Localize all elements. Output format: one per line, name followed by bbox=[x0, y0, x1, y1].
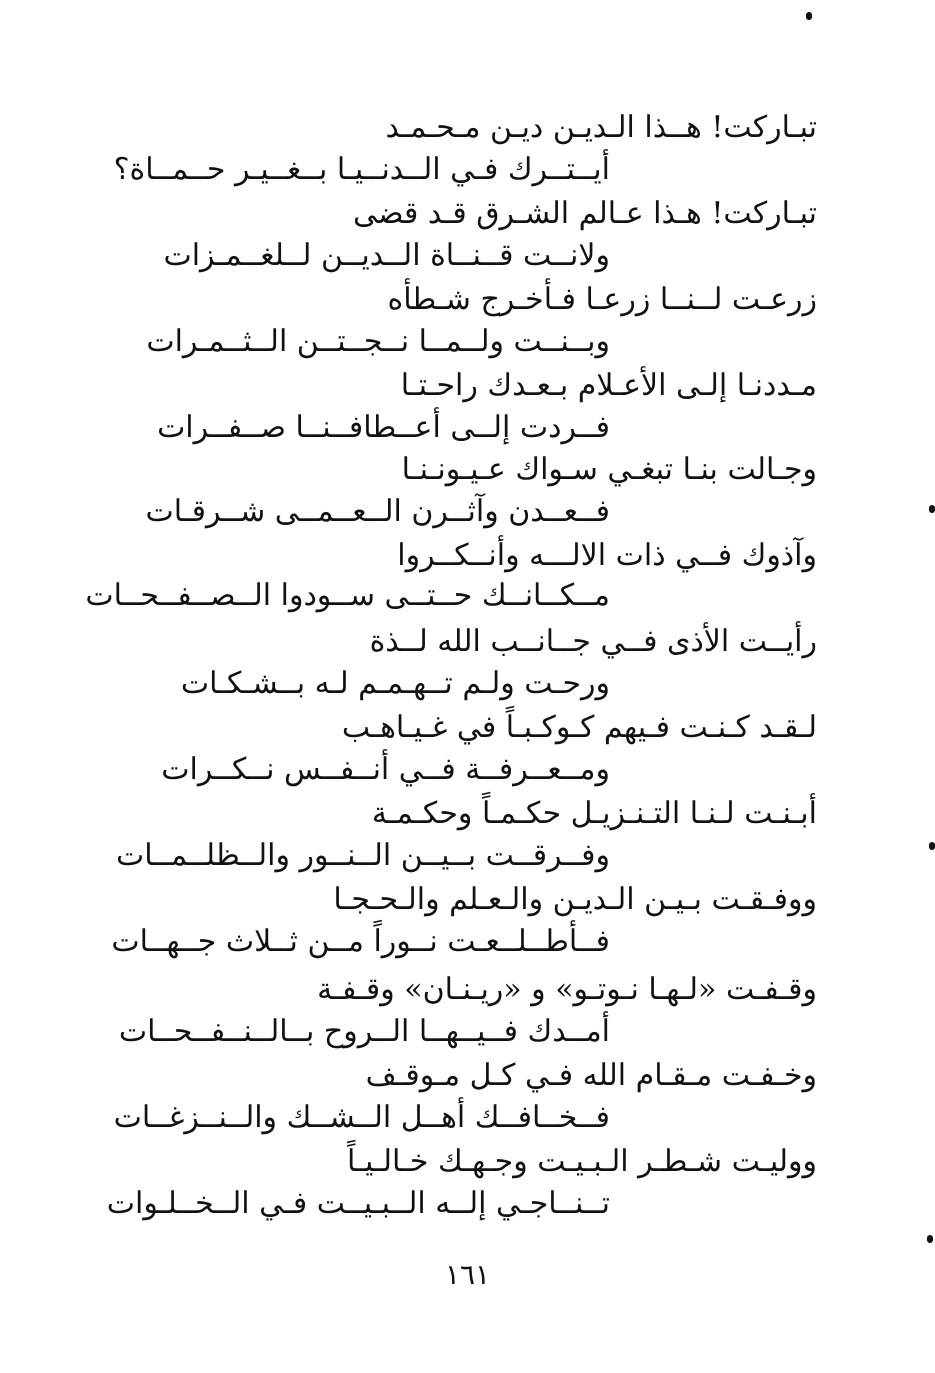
verse-first-hemistich: وخـفـت مـقـام الله فـي كـل مـوقـف bbox=[365, 1058, 817, 1093]
verse-second-hemistich: فــخــافــك أهــل الــشــك والــنــزغــات bbox=[113, 1100, 610, 1135]
verse-second-hemistich: فــردت إلــى أعــطافــنــا صــفــرات bbox=[157, 410, 610, 445]
verse-first-hemistich: زرعـت لــنــا زرعـا فـأخـرج شـطأه bbox=[387, 282, 817, 317]
verse-first-hemistich: ووفـقـت بـيـن الـديـن والـعـلم والـحـجـا bbox=[333, 882, 817, 917]
verse-first-hemistich: تبـاركت! هـذا عـالم الشـرق قـد قضى bbox=[352, 196, 817, 231]
margin-mark bbox=[927, 1235, 933, 1243]
verse-first-hemistich: رأيــت الأذى فــي جــانــب الله لــذة bbox=[369, 624, 817, 659]
verse-first-hemistich: ووليـت شـطـر الـبـيـت وجـهـك خـالـيـاً bbox=[347, 1144, 817, 1179]
verse-second-hemistich: فــأطــلــعـت نــوراً مــن ثــلاث جــهــات bbox=[111, 924, 610, 959]
verse-first-hemistich: مـددنـا إلـى الأعـلام بـعـدك راحـتـا bbox=[400, 368, 817, 403]
margin-mark bbox=[929, 505, 935, 513]
page-number: ١٦١ bbox=[444, 1258, 491, 1291]
verse-second-hemistich: ولانــت قــنــاة الــديــن لــلغــمـزات bbox=[163, 238, 610, 273]
verse-second-hemistich: أمــدك فــيــهــا الــروح بــالــنــفــحــات bbox=[118, 1014, 610, 1049]
verse-first-hemistich: وجـالت بنـا تبغـي سـواك عـيـونـنـا bbox=[401, 452, 817, 487]
verse-second-hemistich: ومــعــرفــة فــي أنــفــس نــكــرات bbox=[161, 752, 610, 787]
top-mark bbox=[806, 12, 812, 20]
verse-second-hemistich: أيــتــرك فـي الــدنــيـا بــغــيـر حــمــاة؟ bbox=[113, 152, 610, 187]
verse-first-hemistich: وآذوك فــي ذات الالـــه وأنــكــروا bbox=[397, 538, 817, 573]
verse-first-hemistich: تبـاركت! هــذا الـديـن ديـن مـحـمـد bbox=[385, 110, 817, 145]
verse-first-hemistich: لـقـد كـنـت فـيهم كـوكـبـاً في غـيـاهـب bbox=[341, 710, 817, 745]
verse-second-hemistich: وفــرقــت بــيــن الــنــور والــظلــمــات bbox=[116, 838, 610, 873]
verse-second-hemistich: وبــنــت ولــمــا نــجــتــن الــثــمـرات bbox=[146, 324, 610, 359]
margin-mark bbox=[929, 842, 935, 850]
verse-second-hemistich: ورحـت ولـم تــهـمـم لـه بــشـكـات bbox=[180, 666, 610, 701]
verse-second-hemistich: مــكــانــك حــتــى ســودوا الــصــفــحــات bbox=[85, 578, 610, 613]
verse-second-hemistich: فــعــدن وآثــرن الــعــمــى شــرقـات bbox=[145, 494, 610, 529]
verse-first-hemistich: أبـنـت لـنـا التـنـزيـل حكـمـاً وحكـمـة bbox=[371, 796, 817, 831]
verse-first-hemistich: وقـفـت «لـهـا نـوتـو» و «ريـنـان» وقـفـة bbox=[317, 972, 817, 1007]
verse-second-hemistich: تــنــاجـي إلــه الــبـيــت فـي الــخــلـوات bbox=[106, 1186, 610, 1221]
